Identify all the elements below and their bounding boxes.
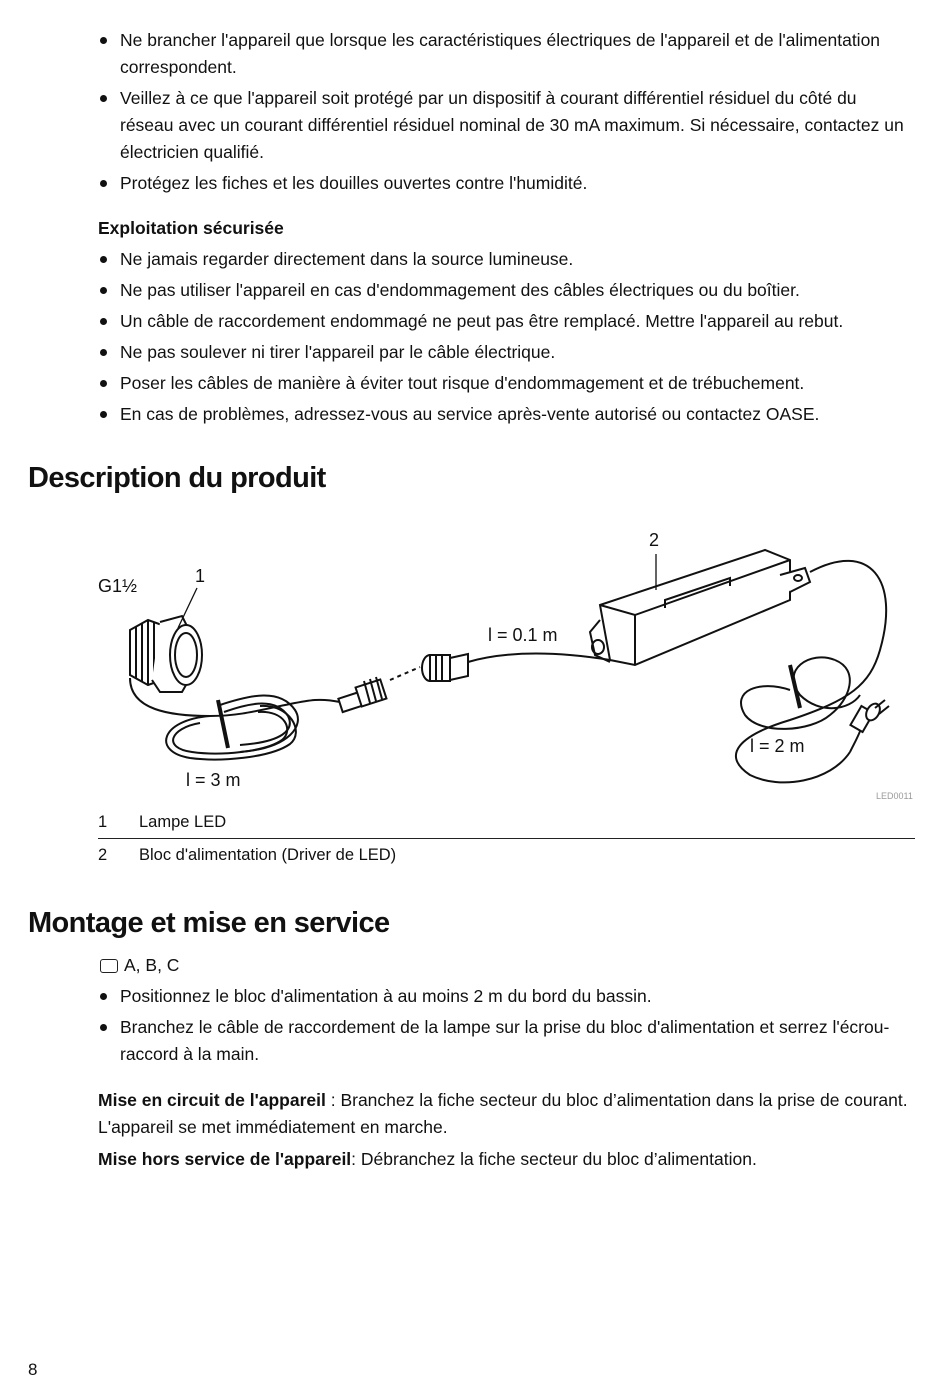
bullet-item: Ne pas utiliser l'appareil en cas d'endommagement des câbles électriques ou du boîtier. (98, 277, 908, 304)
figure-code: LED0011 (876, 791, 913, 801)
section-title-montage: Montage et mise en service (28, 907, 390, 939)
cable-length-lamp: l = 3 m (186, 770, 241, 790)
switch-off-paragraph (98, 1146, 908, 1173)
safety-bullet-list (98, 27, 908, 201)
book-icon (100, 959, 118, 973)
bullet-item: Ne brancher l'appareil que lorsque les caractéristiques électriques de l'appareil et de l'alimentation correspondent. (98, 27, 908, 81)
bullet-item: Branchez le câble de raccordement de la lampe sur la prise du bloc d'alimentation et serrez l'écrou-raccord à la main. (98, 1014, 908, 1068)
safe-operation-list (98, 246, 908, 432)
legend-number: 1 (98, 812, 108, 831)
callout-2: 2 (649, 530, 660, 550)
switch-off-label: Mise hors service de l'appareil (98, 1149, 352, 1169)
bullet-item: Ne jamais regarder directement dans la source lumineuse. (98, 246, 908, 273)
figure-reference-text: A, B, C (124, 955, 180, 975)
bullet-item: Un câble de raccordement endommagé ne peut pas être remplacé. Mettre l'appareil au rebut. (98, 308, 908, 335)
legend-number: 2 (98, 845, 108, 864)
montage-bullet-list (98, 983, 908, 1068)
legend-row (98, 806, 915, 839)
switch-on-label: Mise en circuit de l'appareil (98, 1090, 326, 1110)
mains-plug-drawing (850, 700, 889, 752)
page-number: 8 (28, 1360, 38, 1379)
thread-label: G1½ (98, 576, 138, 596)
legend-text: Bloc d'alimentation (Driver de LED) (139, 845, 397, 864)
plug-connector-left (338, 677, 386, 712)
callout-1: 1 (195, 566, 206, 586)
bullet-item: En cas de problèmes, adressez-vous au service après-vente autorisé ou contactez OASE. (98, 401, 908, 428)
bullet-item: Protégez les fiches et les douilles ouvertes contre l'humidité. (98, 170, 908, 197)
switch-off-text: : Débranchez la fiche secteur du bloc d’alimentation. (351, 1149, 757, 1169)
product-illustration (90, 520, 920, 810)
plug-connector-right (422, 654, 468, 681)
bullet-item: Positionnez le bloc d'alimentation à au moins 2 m du bord du bassin. (98, 983, 908, 1010)
switch-on-text: : Branchez la fiche secteur du bloc d’alimentation dans la prise de courant. L'appareil se met immédiatement en marche. (98, 1090, 908, 1137)
section-title-description: Description du produit (28, 462, 326, 494)
figure-legend (98, 806, 915, 871)
legend-text: Lampe LED (139, 812, 227, 831)
bullet-item: Ne pas soulever ni tirer l'appareil par le câble électrique. (98, 339, 908, 366)
bullet-item: Poser les câbles de manière à éviter tout risque d'endommagement et de trébuchement. (98, 370, 908, 397)
power-supply-drawing (590, 550, 810, 665)
switch-on-paragraph (98, 1087, 908, 1141)
cable-length-short: l = 0.1 m (488, 625, 558, 645)
figure-reference (100, 955, 179, 976)
mains-cable-coil (741, 657, 860, 729)
cable-length-mains: l = 2 m (750, 736, 805, 756)
safe-operation-heading: Exploitation sécurisée (98, 218, 284, 238)
bullet-item: Veillez à ce que l'appareil soit protégé par un dispositif à courant différentiel résiduel du côté du réseau avec un courant différentiel résiduel nominal de 30 mA maximum. Si nécessaire, contactez un électricien qualifié. (98, 85, 908, 166)
legend-row (98, 839, 915, 871)
led-lamp-drawing (130, 616, 202, 692)
